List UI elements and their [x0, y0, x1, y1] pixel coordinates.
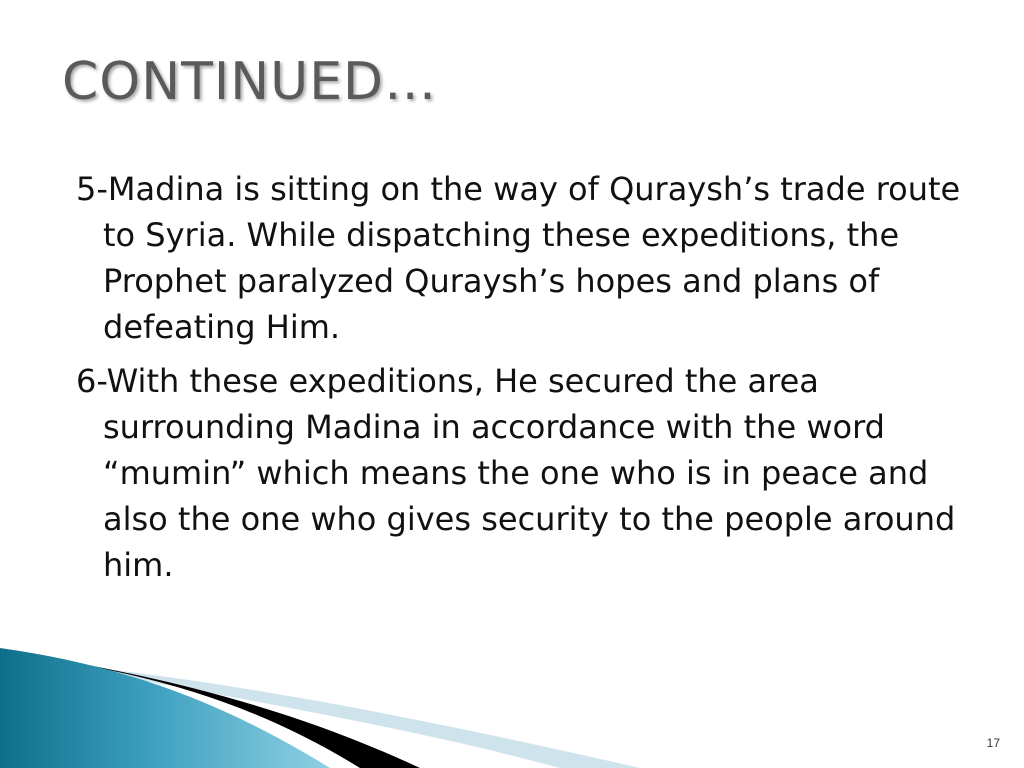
- paragraph-6: 6-With these expeditions, He secured the area surrounding Madina in accordance with the word “mumin” which means the one who is in peace and also the one who gives security to the people around him.: [76, 362, 956, 584]
- light-ribbon: [40, 662, 640, 768]
- slide-title: CONTINUED…: [62, 52, 438, 112]
- page-number: 17: [986, 736, 1000, 750]
- paragraph-5: 5-Madina is sitting on the way of Quraysh’s trade route to Syria. While dispatching these expeditions, the Prophet paralyzed Quraysh’s hopes and plans of defeating Him.: [76, 170, 961, 346]
- blue-wave: [0, 648, 330, 768]
- slide-body: [76, 166, 976, 596]
- black-ribbon: [0, 650, 420, 768]
